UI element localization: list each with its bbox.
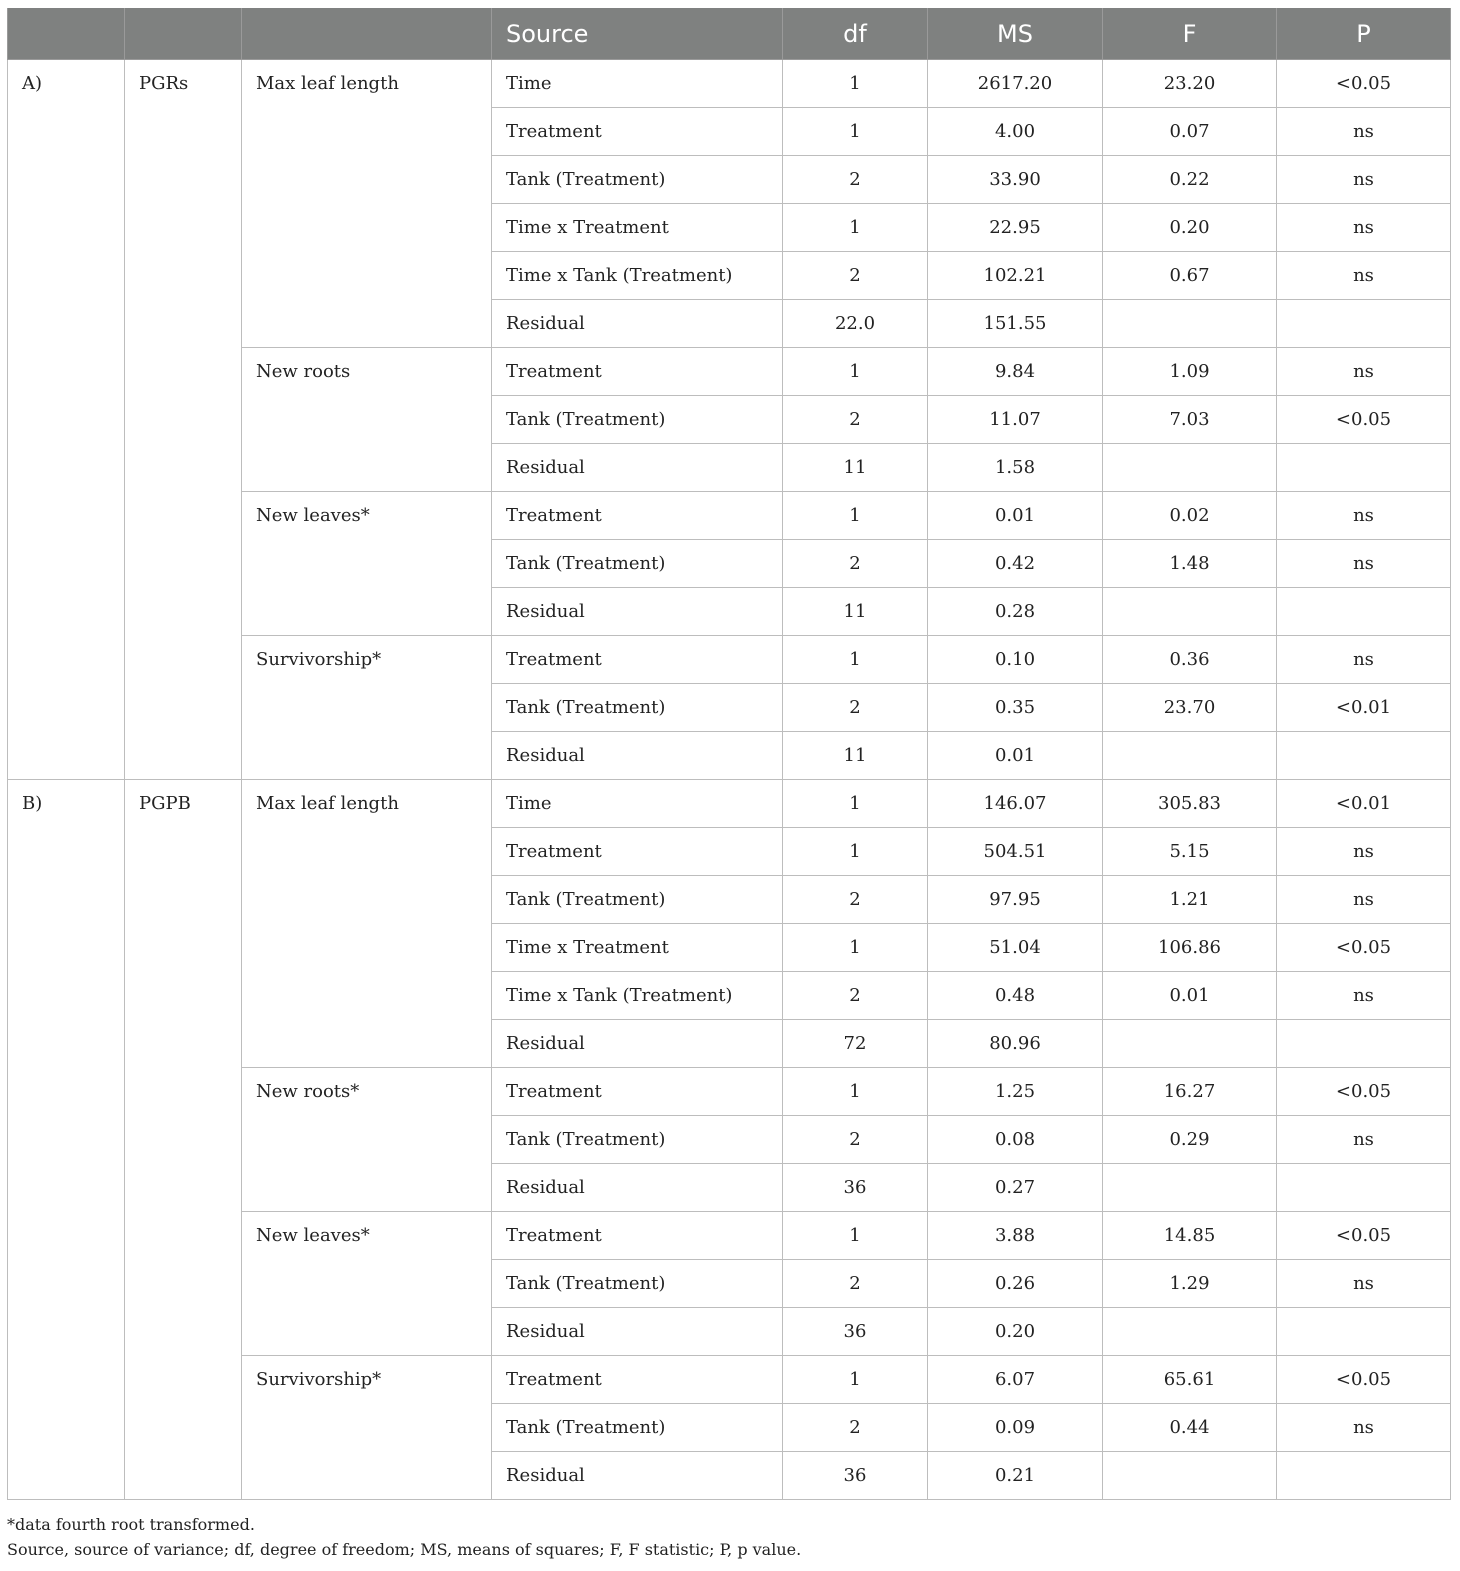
ms-cell: 0.35 — [928, 684, 1103, 732]
ms-cell: 0.21 — [928, 1452, 1103, 1500]
ms-cell: 0.48 — [928, 972, 1103, 1020]
p-cell — [1277, 1308, 1451, 1356]
footnote-transform: *data fourth root transformed. — [7, 1515, 255, 1534]
source-cell: Time — [492, 780, 783, 828]
df-cell: 11 — [783, 444, 928, 492]
p-cell: ns — [1277, 1116, 1451, 1164]
ms-cell: 11.07 — [928, 396, 1103, 444]
f-cell: 0.02 — [1103, 492, 1277, 540]
source-cell: Residual — [492, 588, 783, 636]
df-cell: 1 — [783, 60, 928, 108]
ms-cell: 504.51 — [928, 828, 1103, 876]
variable-label: New leaves* — [242, 492, 492, 636]
source-cell: Time x Treatment — [492, 924, 783, 972]
df-cell: 22.0 — [783, 300, 928, 348]
df-cell: 36 — [783, 1452, 928, 1500]
source-cell: Treatment — [492, 492, 783, 540]
df-cell: 1 — [783, 924, 928, 972]
ms-cell: 9.84 — [928, 348, 1103, 396]
source-cell: Treatment — [492, 348, 783, 396]
f-cell: 1.29 — [1103, 1260, 1277, 1308]
f-cell: 0.36 — [1103, 636, 1277, 684]
variable-label: Survivorship* — [242, 1356, 492, 1500]
table-row — [8, 780, 1451, 828]
source-cell: Time — [492, 60, 783, 108]
f-cell: 1.48 — [1103, 540, 1277, 588]
header-f: F — [1103, 8, 1277, 60]
ms-cell: 2617.20 — [928, 60, 1103, 108]
f-cell — [1103, 1452, 1277, 1500]
source-cell: Treatment — [492, 1068, 783, 1116]
header-source: Source — [492, 8, 783, 60]
df-cell: 1 — [783, 1212, 928, 1260]
variable-label: Max leaf length — [242, 780, 492, 1068]
source-cell: Time x Treatment — [492, 204, 783, 252]
section-label: A) — [8, 60, 125, 780]
ms-cell: 4.00 — [928, 108, 1103, 156]
anova-table — [7, 8, 1451, 1500]
footnote-abbreviations: Source, source of variance; df, degree of freedom; MS, means of squares; F, F statistic; P, p value. — [7, 1540, 802, 1559]
df-cell: 11 — [783, 588, 928, 636]
table-container — [7, 8, 1450, 1500]
p-cell: ns — [1277, 540, 1451, 588]
f-cell: 23.20 — [1103, 60, 1277, 108]
source-cell: Residual — [492, 1020, 783, 1068]
p-cell: <0.05 — [1277, 1212, 1451, 1260]
ms-cell: 0.27 — [928, 1164, 1103, 1212]
df-cell: 2 — [783, 396, 928, 444]
ms-cell: 1.58 — [928, 444, 1103, 492]
ms-cell: 0.28 — [928, 588, 1103, 636]
ms-cell: 1.25 — [928, 1068, 1103, 1116]
ms-cell: 0.01 — [928, 732, 1103, 780]
f-cell: 0.44 — [1103, 1404, 1277, 1452]
header-df: df — [783, 8, 928, 60]
p-cell: ns — [1277, 492, 1451, 540]
ms-cell: 0.10 — [928, 636, 1103, 684]
p-cell — [1277, 1020, 1451, 1068]
df-cell: 2 — [783, 684, 928, 732]
ms-cell: 0.08 — [928, 1116, 1103, 1164]
variable-label: New leaves* — [242, 1212, 492, 1356]
table-body — [8, 60, 1451, 1500]
ms-cell: 97.95 — [928, 876, 1103, 924]
source-cell: Residual — [492, 1452, 783, 1500]
p-cell — [1277, 732, 1451, 780]
f-cell — [1103, 732, 1277, 780]
ms-cell: 0.09 — [928, 1404, 1103, 1452]
df-cell: 1 — [783, 636, 928, 684]
source-cell: Time x Tank (Treatment) — [492, 972, 783, 1020]
source-cell: Tank (Treatment) — [492, 684, 783, 732]
header-blank-2 — [125, 8, 242, 60]
p-cell: <0.01 — [1277, 684, 1451, 732]
ms-cell: 0.01 — [928, 492, 1103, 540]
p-cell — [1277, 1452, 1451, 1500]
source-cell: Tank (Treatment) — [492, 1260, 783, 1308]
df-cell: 2 — [783, 1116, 928, 1164]
df-cell: 1 — [783, 828, 928, 876]
p-cell: ns — [1277, 972, 1451, 1020]
df-cell: 2 — [783, 252, 928, 300]
f-cell: 0.22 — [1103, 156, 1277, 204]
f-cell: 1.21 — [1103, 876, 1277, 924]
df-cell: 36 — [783, 1308, 928, 1356]
header-blank-1 — [8, 8, 125, 60]
f-cell: 7.03 — [1103, 396, 1277, 444]
ms-cell: 146.07 — [928, 780, 1103, 828]
source-cell: Tank (Treatment) — [492, 876, 783, 924]
p-cell: <0.05 — [1277, 924, 1451, 972]
source-cell: Residual — [492, 1164, 783, 1212]
source-cell: Residual — [492, 1308, 783, 1356]
header-blank-3 — [242, 8, 492, 60]
group-label: PGRs — [125, 60, 242, 780]
df-cell: 36 — [783, 1164, 928, 1212]
f-cell: 0.07 — [1103, 108, 1277, 156]
f-cell — [1103, 1164, 1277, 1212]
ms-cell: 0.42 — [928, 540, 1103, 588]
p-cell: <0.01 — [1277, 780, 1451, 828]
df-cell: 1 — [783, 1068, 928, 1116]
source-cell: Residual — [492, 732, 783, 780]
source-cell: Residual — [492, 300, 783, 348]
variable-label: Max leaf length — [242, 60, 492, 348]
p-cell: ns — [1277, 876, 1451, 924]
ms-cell: 33.90 — [928, 156, 1103, 204]
p-cell: ns — [1277, 1404, 1451, 1452]
p-cell — [1277, 588, 1451, 636]
f-cell: 0.20 — [1103, 204, 1277, 252]
df-cell: 1 — [783, 780, 928, 828]
df-cell: 2 — [783, 972, 928, 1020]
df-cell: 2 — [783, 540, 928, 588]
ms-cell: 3.88 — [928, 1212, 1103, 1260]
header-p: P — [1277, 8, 1451, 60]
df-cell: 1 — [783, 108, 928, 156]
p-cell: ns — [1277, 156, 1451, 204]
df-cell: 2 — [783, 876, 928, 924]
ms-cell: 0.26 — [928, 1260, 1103, 1308]
p-cell: <0.05 — [1277, 60, 1451, 108]
f-cell: 0.29 — [1103, 1116, 1277, 1164]
ms-cell: 80.96 — [928, 1020, 1103, 1068]
df-cell: 1 — [783, 492, 928, 540]
p-cell: ns — [1277, 636, 1451, 684]
table-row — [8, 60, 1451, 108]
p-cell — [1277, 300, 1451, 348]
source-cell: Tank (Treatment) — [492, 540, 783, 588]
f-cell: 1.09 — [1103, 348, 1277, 396]
p-cell: <0.05 — [1277, 1068, 1451, 1116]
df-cell: 2 — [783, 1404, 928, 1452]
ms-cell: 151.55 — [928, 300, 1103, 348]
header-ms: MS — [928, 8, 1103, 60]
f-cell: 106.86 — [1103, 924, 1277, 972]
variable-label: Survivorship* — [242, 636, 492, 780]
ms-cell: 51.04 — [928, 924, 1103, 972]
f-cell: 5.15 — [1103, 828, 1277, 876]
p-cell: <0.05 — [1277, 396, 1451, 444]
p-cell: ns — [1277, 348, 1451, 396]
p-cell: ns — [1277, 252, 1451, 300]
f-cell — [1103, 1308, 1277, 1356]
f-cell: 14.85 — [1103, 1212, 1277, 1260]
source-cell: Tank (Treatment) — [492, 1404, 783, 1452]
f-cell: 305.83 — [1103, 780, 1277, 828]
ms-cell: 6.07 — [928, 1356, 1103, 1404]
p-cell — [1277, 444, 1451, 492]
f-cell: 23.70 — [1103, 684, 1277, 732]
df-cell: 2 — [783, 156, 928, 204]
f-cell: 16.27 — [1103, 1068, 1277, 1116]
p-cell: <0.05 — [1277, 1356, 1451, 1404]
ms-cell: 102.21 — [928, 252, 1103, 300]
source-cell: Treatment — [492, 108, 783, 156]
f-cell — [1103, 444, 1277, 492]
df-cell: 72 — [783, 1020, 928, 1068]
ms-cell: 22.95 — [928, 204, 1103, 252]
table-footnotes — [7, 1512, 1450, 1562]
source-cell: Treatment — [492, 1356, 783, 1404]
source-cell: Residual — [492, 444, 783, 492]
source-cell: Tank (Treatment) — [492, 396, 783, 444]
source-cell: Time x Tank (Treatment) — [492, 252, 783, 300]
f-cell: 65.61 — [1103, 1356, 1277, 1404]
p-cell — [1277, 1164, 1451, 1212]
p-cell: ns — [1277, 108, 1451, 156]
f-cell: 0.67 — [1103, 252, 1277, 300]
variable-label: New roots* — [242, 1068, 492, 1212]
f-cell — [1103, 300, 1277, 348]
group-label: PGPB — [125, 780, 242, 1500]
source-cell: Treatment — [492, 636, 783, 684]
df-cell: 1 — [783, 1356, 928, 1404]
p-cell: ns — [1277, 828, 1451, 876]
source-cell: Treatment — [492, 828, 783, 876]
f-cell — [1103, 588, 1277, 636]
f-cell: 0.01 — [1103, 972, 1277, 1020]
p-cell: ns — [1277, 204, 1451, 252]
df-cell: 1 — [783, 204, 928, 252]
df-cell: 11 — [783, 732, 928, 780]
section-label: B) — [8, 780, 125, 1500]
table-header-row — [8, 8, 1451, 60]
p-cell: ns — [1277, 1260, 1451, 1308]
source-cell: Tank (Treatment) — [492, 156, 783, 204]
f-cell — [1103, 1020, 1277, 1068]
variable-label: New roots — [242, 348, 492, 492]
df-cell: 2 — [783, 1260, 928, 1308]
df-cell: 1 — [783, 348, 928, 396]
source-cell: Tank (Treatment) — [492, 1116, 783, 1164]
ms-cell: 0.20 — [928, 1308, 1103, 1356]
source-cell: Treatment — [492, 1212, 783, 1260]
